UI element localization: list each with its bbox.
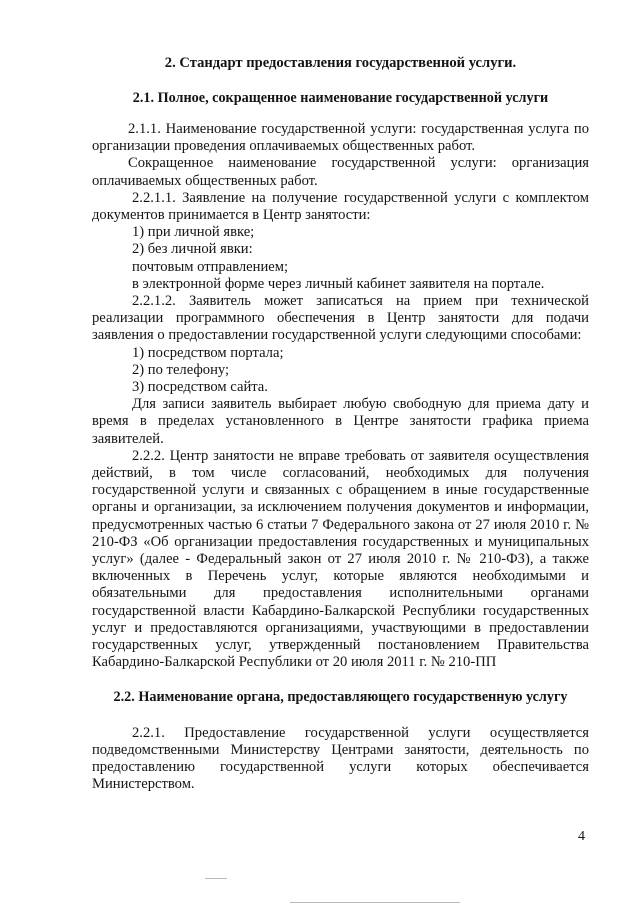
list-item: 1) при личной явке; bbox=[132, 224, 255, 241]
paragraph-2-1-1: 2.1.1. Наименование государственной услуги: государственная услуга по организации проведения оплачиваемых общественных работ. bbox=[92, 121, 589, 155]
paragraph-2-2-1-2: 2.2.1.2. Заявитель может записаться на прием при технической реализации программного обеспечения в Центр занятости для подачи заявления о предоставлении государственной услуги следующими способами: bbox=[92, 293, 589, 344]
page-content bbox=[92, 54, 589, 793]
list-item: почтовым отправлением; bbox=[132, 258, 289, 275]
page-number: 4 bbox=[578, 829, 585, 844]
paragraph-2-2-1: 2.2.1. Предоставление государственной услуги осуществляется подведомственными Министерству Центрами занятости, деятельность по предоставлению государственной услуги которых обеспечивается Министерством. bbox=[92, 724, 589, 793]
scan-artifact-line bbox=[290, 902, 460, 903]
list-item: 1) посредством портала; bbox=[132, 344, 284, 361]
paragraph-2-2-2: 2.2.2. Центр занятости не вправе требовать от заявителя осуществления действий, в том числе согласований, необходимых для получения государственной услуги и связанных с обращением в иные государственные органы и организации, за исключением получения документов и информации, предусмотренных частью 6 статьи 7 Федерального закона от 27 июля 2010 г. № 210-ФЗ «Об организации предоставления государственных и муниципальных услуг» (далее - Федеральный закон от 27 июля 2010 г. № 210-ФЗ), а также включенных в Перечень услуг, которые являются необходимыми и обязательными для предоставления исполнительными органами государственной власти Кабардино-Балкарской Республики государственных услуг и предоставляются организациями, участвующими в предоставлении государственных услуг, утвержденный постановлением Правительства Кабардино-Балкарской Республики от 20 июля 2011 г. № 210-ПП bbox=[92, 447, 589, 671]
list-item: 2) по телефону; bbox=[132, 361, 230, 378]
list-item: 3) посредством сайта. bbox=[132, 379, 268, 396]
paragraph-record: Для записи заявитель выбирает любую свободную для приема дату и время в пределах установленного в Центре занятости графика приема заявителей. bbox=[92, 396, 589, 447]
scan-artifact-line bbox=[205, 878, 227, 879]
section-2-1-heading: 2.1. Полное, сокращенное наименование государственной услуги bbox=[132, 90, 549, 106]
section-2-2-heading: 2.2. Наименование органа, предоставляющего государственную услугу bbox=[113, 688, 568, 705]
paragraph-short-name: Сокращенное наименование государственной услуги: организация оплачиваемых общественных работ. bbox=[92, 155, 589, 189]
list-item: 2) без личной явки: bbox=[132, 241, 253, 258]
paragraph-2-2-1-1: 2.2.1.1. Заявление на получение государственной услуги с комплектом документов принимается в Центр занятости: bbox=[92, 189, 589, 224]
main-heading: 2. Стандарт предоставления государственной услуги. bbox=[164, 55, 517, 71]
list-item: в электронной форме через личный кабинет заявителя на портале. bbox=[132, 275, 545, 292]
